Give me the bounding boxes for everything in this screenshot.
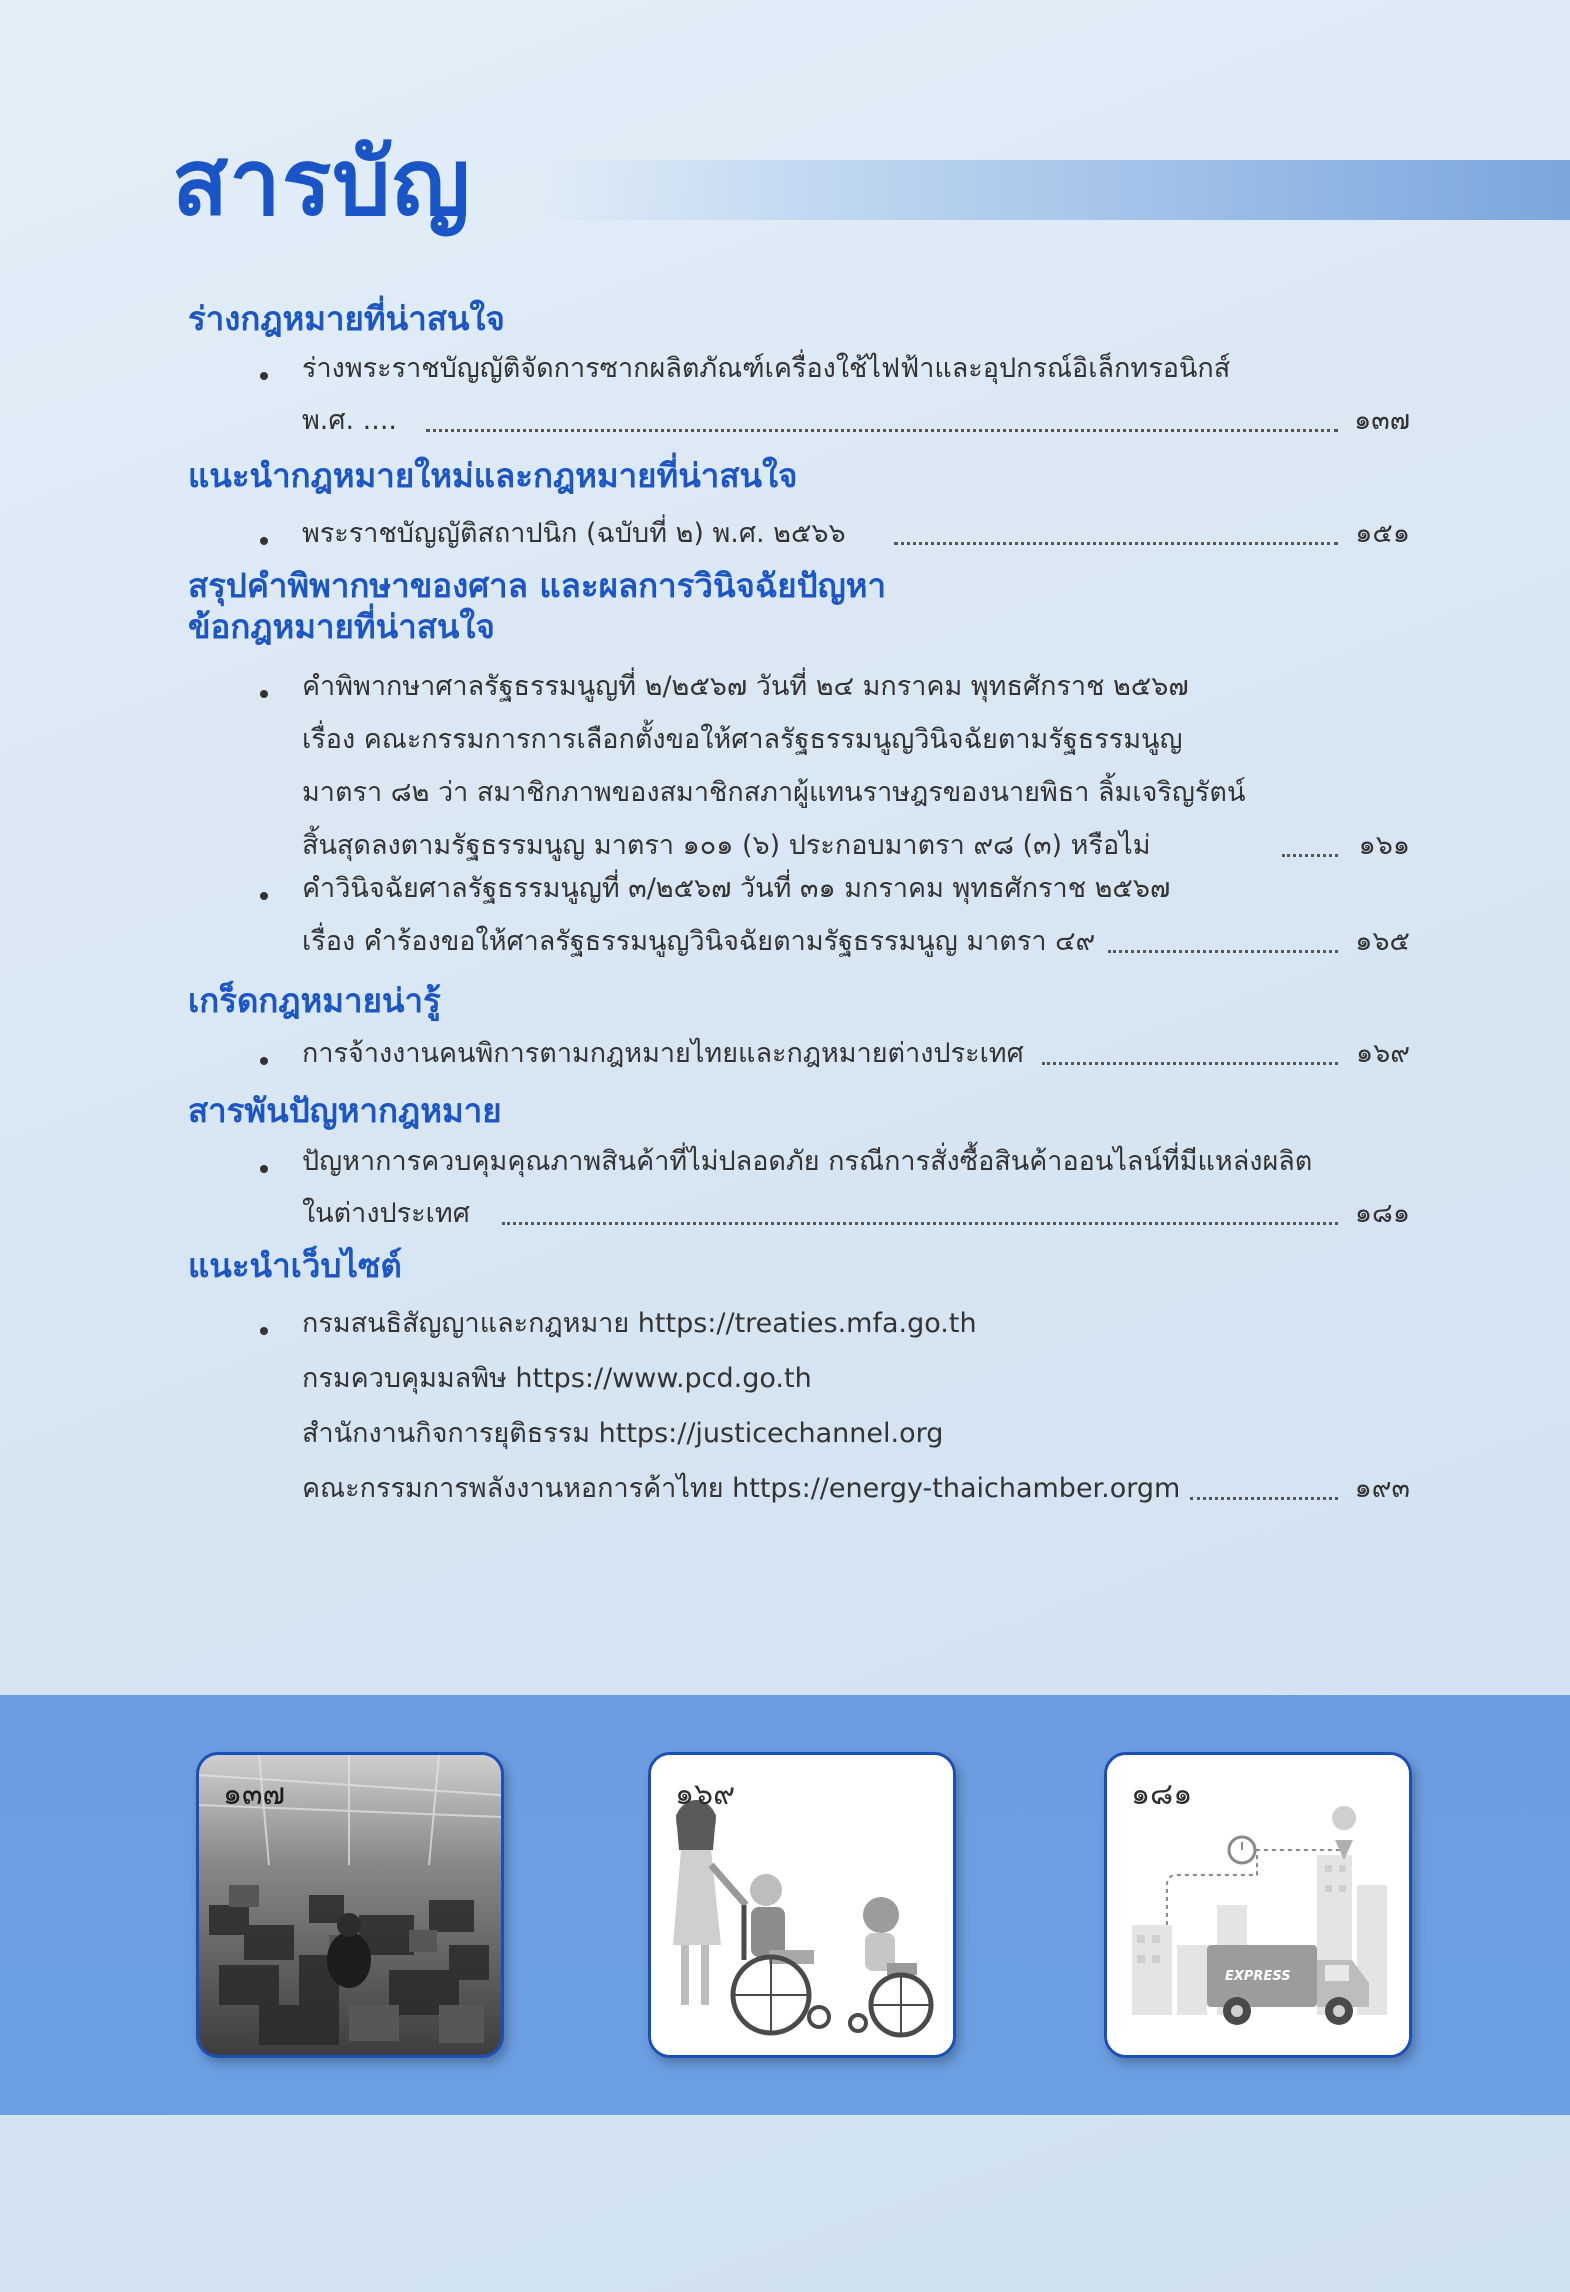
dot-leader — [1282, 854, 1338, 857]
card-delivery[interactable] — [1104, 1752, 1412, 2058]
page-number: ๑๕๑ — [1355, 518, 1410, 549]
page-number: ๑๖๙ — [1355, 1038, 1410, 1069]
entry-line: ในต่างประเทศ — [302, 1198, 470, 1229]
entry-line: คำพิพากษาศาลรัฐธรรมนูญที่ ๒/๒๕๖๗ วันที่ ๒๔ มกราคม พุทธศักราช ๒๕๖๗ — [302, 671, 1189, 702]
page-number: ๑๙๓ — [1354, 1473, 1410, 1504]
card-page-number: ๑๘๑ — [1131, 1777, 1193, 1812]
bullet-icon — [260, 892, 268, 900]
bullet-icon — [260, 1165, 268, 1173]
section-heading-legal-tips: เกร็ดกฎหมายน่ารู้ — [188, 981, 441, 1020]
entry-line: กรมสนธิสัญญาและกฎหมาย https://treaties.mfa.go.th — [302, 1308, 977, 1339]
toc-entry[interactable] — [262, 520, 1410, 554]
toc-entry[interactable] — [262, 875, 1410, 965]
entry-line: เรื่อง คณะกรรมการการเลือกตั้งขอให้ศาลรัฐธรรมนูญวินิจฉัยตามรัฐธรรมนูญ — [302, 724, 1183, 755]
toc-entry[interactable] — [262, 355, 1410, 435]
page-number: ๑๘๑ — [1354, 1198, 1410, 1229]
card-page-number: ๑๖๙ — [675, 1777, 736, 1812]
entry-line: สำนักงานกิจการยุติธรรม https://justicechannel.org — [302, 1418, 944, 1449]
entry-line: ปัญหาการควบคุมคุณภาพสินค้าที่ไม่ปลอดภัย กรณีการสั่งซื้อสินค้าออนไลน์ที่มีแหล่งผลิต — [302, 1146, 1313, 1177]
section-heading-line: สรุปคำพิพากษาของศาล และผลการวินิจฉัยปัญหา — [188, 566, 886, 605]
card-wheelchair[interactable] — [648, 1752, 956, 2058]
dot-leader — [1190, 1497, 1338, 1500]
entry-line: มาตรา ๘๒ ว่า สมาชิกภาพของสมาชิกสภาผู้แทนราษฎรของนายพิธา ลิ้มเจริญรัตน์ — [302, 777, 1246, 808]
toc-entry[interactable] — [262, 673, 1410, 873]
page-number: ๑๓๗ — [1354, 405, 1410, 436]
svg-text:EXPRESS: EXPRESS — [1225, 1969, 1291, 1984]
dot-leader — [894, 542, 1338, 545]
section-heading-line: ข้อกฎหมายที่น่าสนใจ — [188, 607, 495, 647]
section-heading-websites: แนะนำเว็บไซต์ — [188, 1246, 402, 1285]
entry-line: พ.ศ. .... — [302, 405, 398, 436]
toc-entry[interactable] — [262, 1040, 1410, 1074]
bullet-icon — [260, 537, 268, 545]
entry-line: ร่างพระราชบัญญัติจัดการซากผลิตภัณฑ์เครื่องใช้ไฟฟ้าและอุปกรณ์อิเล็กทรอนิกส์ — [302, 353, 1231, 384]
entry-line: เรื่อง คำร้องขอให้ศาลรัฐธรรมนูญวินิจฉัยตามรัฐธรรมนูญ มาตรา ๔๙ — [302, 926, 1096, 957]
page-number: ๑๖๑ — [1358, 830, 1410, 861]
section-heading-new-laws: แนะนำกฎหมายใหม่และกฎหมายที่น่าสนใจ — [188, 456, 798, 495]
entry-line: สิ้นสุดลงตามรัฐธรรมนูญ มาตรา ๑๐๑ (๖) ประกอบมาตรา ๙๘ (๓) หรือไม่ — [302, 830, 1151, 861]
toc-entry[interactable] — [262, 1148, 1410, 1234]
bullet-icon — [260, 690, 268, 698]
dot-leader — [1042, 1062, 1338, 1065]
section-heading-legal-problems: สารพันปัญหากฎหมาย — [188, 1091, 502, 1130]
entry-line: พระราชบัญญัติสถาปนิก (ฉบับที่ ๒) พ.ศ. ๒๕๖๖ — [302, 518, 846, 549]
toc-entry[interactable] — [262, 1310, 1410, 1510]
entry-line: กรมควบคุมมลพิษ https://www.pcd.go.th — [302, 1363, 812, 1394]
dot-leader — [1108, 950, 1338, 953]
bullet-icon — [260, 1327, 268, 1335]
bullet-icon — [260, 372, 268, 380]
section-heading-draft-laws: ร่างกฎหมายที่น่าสนใจ — [188, 299, 505, 338]
entry-line: การจ้างงานคนพิการตามกฎหมายไทยและกฎหมายต่างประเทศ — [302, 1038, 1024, 1069]
section-heading-court-judgments — [188, 565, 886, 648]
title-band — [540, 160, 1570, 220]
card-electronic-waste[interactable] — [196, 1752, 504, 2058]
entry-line: คำวินิจฉัยศาลรัฐธรรมนูญที่ ๓/๒๕๖๗ วันที่ ๓๑ มกราคม พุทธศักราช ๒๕๖๗ — [302, 873, 1171, 904]
dot-leader — [502, 1222, 1338, 1225]
dot-leader — [426, 429, 1338, 432]
page-title: สารบัญ — [172, 129, 472, 236]
card-page-number: ๑๓๗ — [223, 1777, 286, 1812]
bullet-icon — [260, 1057, 268, 1065]
page-number: ๑๖๕ — [1355, 926, 1410, 957]
entry-line: คณะกรรมการพลังงานหอการค้าไทย https://energy-thaichamber.orgm — [302, 1473, 1181, 1504]
